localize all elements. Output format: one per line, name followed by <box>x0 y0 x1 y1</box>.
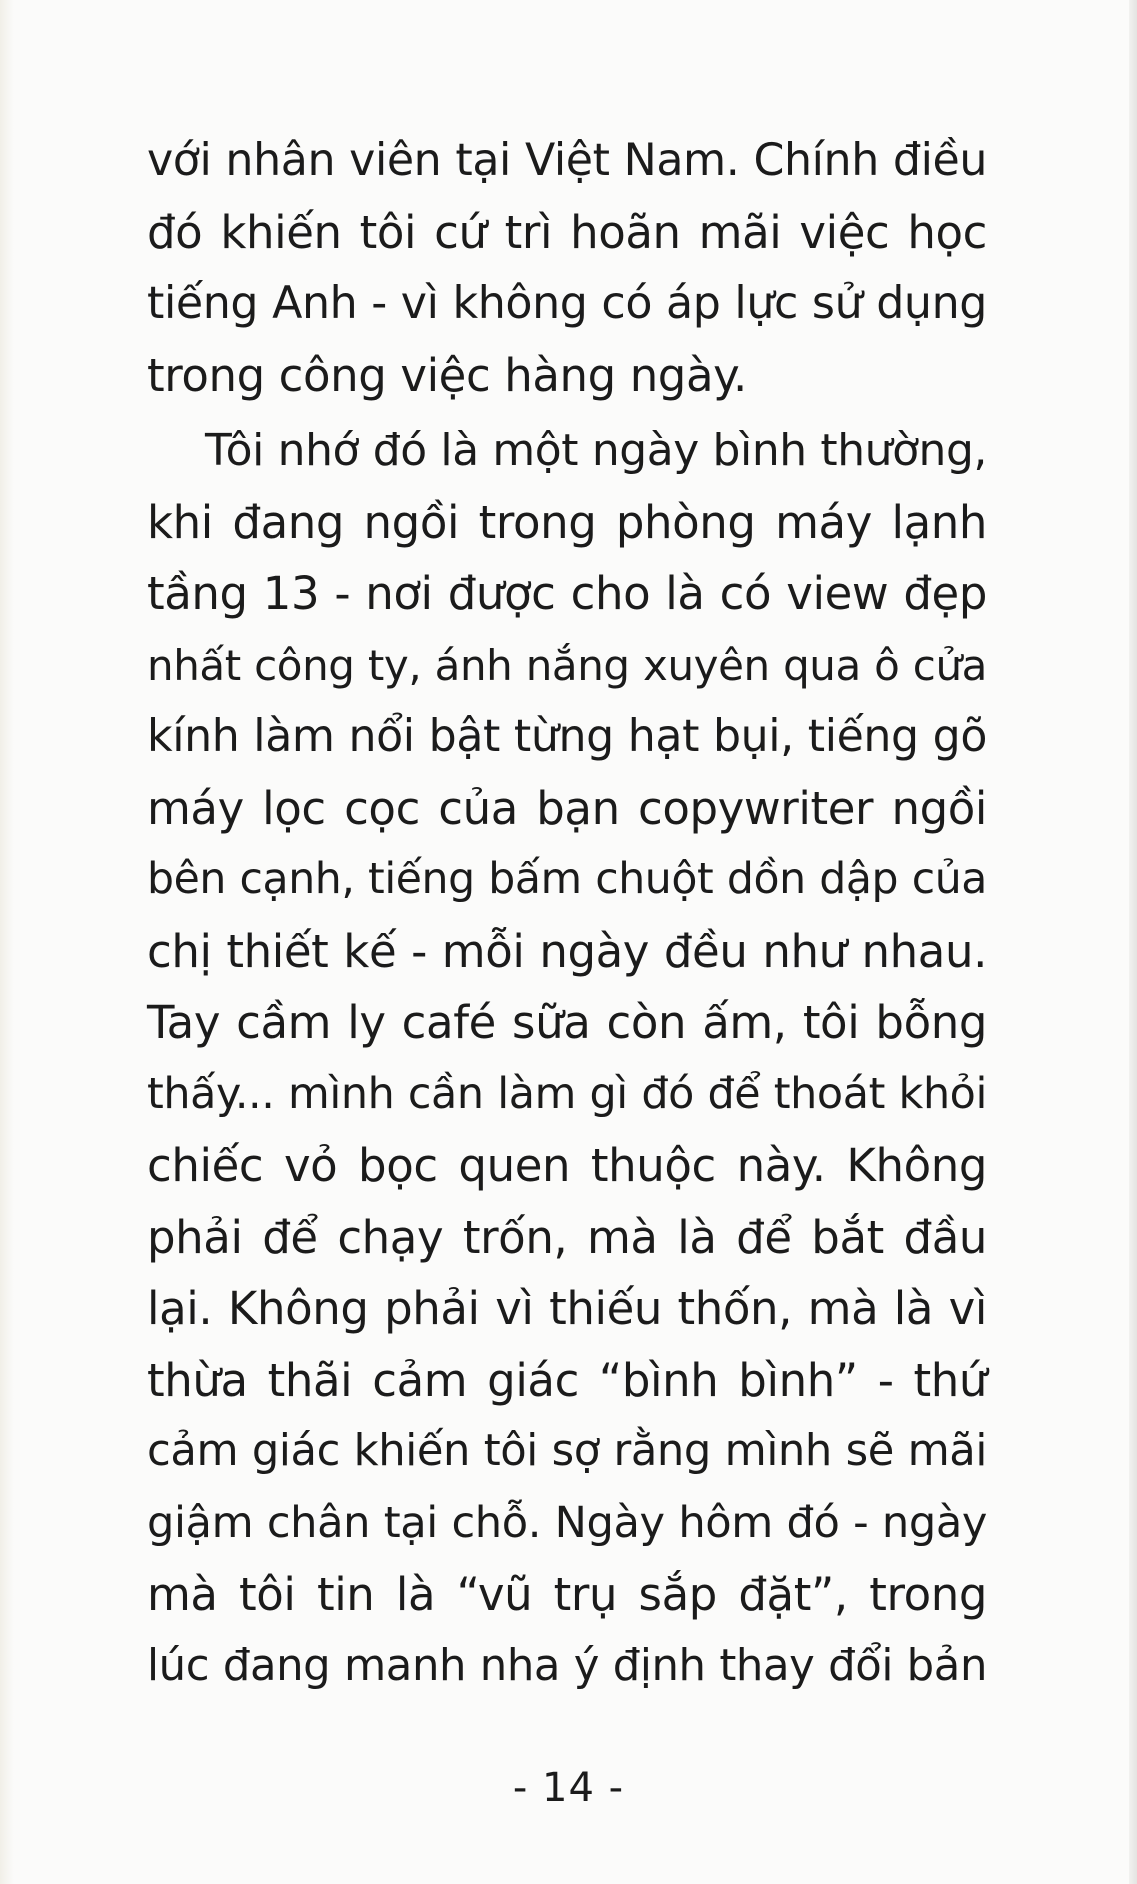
text-line: khi đang ngồi trong phòng máy lạnh <box>147 495 987 549</box>
text-line: bên cạnh, tiếng bấm chuột dồn dập của <box>147 854 987 904</box>
page-gutter-shadow <box>0 0 14 1884</box>
text-line: phải để chạy trốn, mà là để bắt đầu <box>147 1210 987 1264</box>
text-line: với nhân viên tại Việt Nam. Chính điều <box>147 135 987 186</box>
text-line: thấy... mình cần làm gì đó để thoát khỏi <box>147 1068 987 1119</box>
page-edge <box>1129 0 1137 1884</box>
text-line: Tay cầm ly café sữa còn ấm, tôi bỗng <box>147 996 987 1049</box>
text-line: thừa thãi cảm giác “bình bình” - thứ <box>147 1353 987 1407</box>
text-line: cảm giác khiến tôi sợ rằng mình sẽ mãi <box>147 1426 987 1476</box>
text-line: Tôi nhớ đó là một ngày bình thường, <box>205 425 987 476</box>
text-line: kính làm nổi bật từng hạt bụi, tiếng gõ <box>147 711 987 762</box>
text-line: máy lọc cọc của bạn copywriter ngồi <box>147 781 987 835</box>
page-number: - 14 - <box>512 1765 625 1811</box>
paragraph-continued <box>147 125 987 411</box>
text-line: trong công việc hàng ngày. <box>147 348 747 402</box>
body-text <box>147 125 987 1702</box>
paragraph-main <box>147 415 987 1702</box>
text-line: đó khiến tôi cứ trì hoãn mãi việc học <box>147 205 987 259</box>
text-line: tiếng Anh - vì không có áp lực sử dụng <box>147 278 987 329</box>
text-line: mà tôi tin là “vũ trụ sắp đặt”, trong <box>147 1568 987 1621</box>
text-line: lúc đang manh nha ý định thay đổi bản <box>147 1640 987 1691</box>
text-line: chiếc vỏ bọc quen thuộc này. Không <box>147 1139 987 1192</box>
text-line: chị thiết kế - mỗi ngày đều như nhau. <box>147 924 987 978</box>
text-line: giậm chân tại chỗ. Ngày hôm đó - ngày <box>147 1497 987 1548</box>
text-line: lại. Không phải vì thiếu thốn, mà là vì <box>147 1282 987 1335</box>
text-line: tầng 13 - nơi được cho là có view đẹp <box>147 567 987 620</box>
text-line: nhất công ty, ánh nắng xuyên qua ô cửa <box>147 640 987 690</box>
